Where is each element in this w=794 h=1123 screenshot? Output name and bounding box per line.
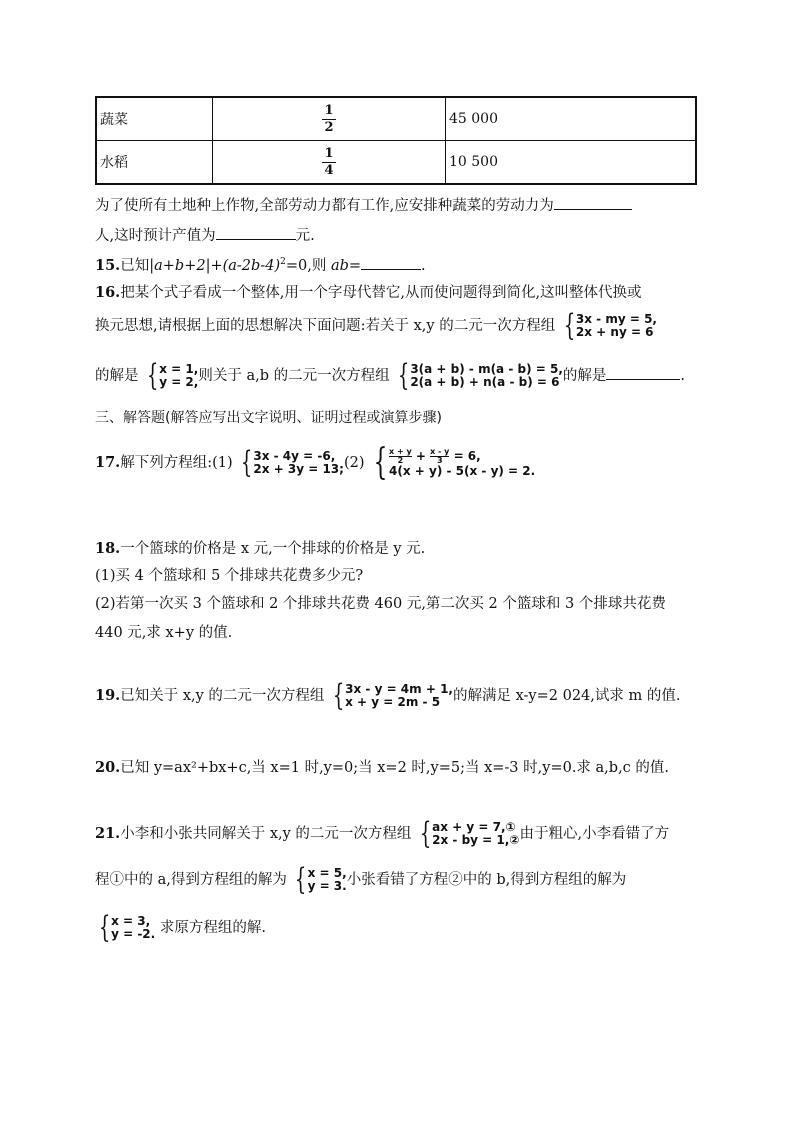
question-17: 17.解下列方程组:(1) { 3x - 4y = -6, 2x + 3y = 13; (2) { $\frac{x + y}{2} + \frac{x - y}{3} = 6$, 4(x + y) - 5(x - y) = 2. (95, 442, 536, 483)
question-20: 20.已知 y=ax²+bx+c,当 x=1 时,y=0;当 x=2 时,y=5;当 x=-3 时,y=0.求 a,b,c 的值. (95, 759, 670, 776)
table-row (96, 97, 696, 141)
question-21-line2: 程①中的 a,得到方程组的解为 { x = 5, y = 3. 小张看错了方程②中的 b,得到方程组的解为 (95, 862, 627, 897)
question-18-line4: 440 元,求 x+y 的值. (95, 625, 233, 641)
crop-name: 水稻 (96, 141, 213, 185)
crop-name: 蔬菜 (96, 97, 213, 141)
q14-line1: 为了使所有土地种上作物,全部劳动力都有工作,应安排种蔬菜的劳动力为 (95, 194, 632, 215)
crop-table (95, 96, 697, 185)
answer-blank[interactable] (361, 269, 421, 270)
solution-system: { x = 1, y = 2, (146, 358, 199, 393)
q14-line2: 人,这时预计产值为 元. (95, 228, 315, 244)
crop-value: 10 500 (446, 141, 697, 185)
question-18-line3: (2)若第一次买 3 个篮球和 2 个排球共花费 460 元,第二次买 2 个篮球和 3 个排球共花费 (95, 596, 666, 612)
equation-system: { 3x - my = 5, 2x + ny = 6 (563, 308, 657, 343)
crop-value: 45 000 (446, 97, 697, 141)
solution-system: { x = 5, y = 3. (295, 862, 347, 897)
equation-system: { 3(a + b) - m(a - b) = 5, 2(a + b) + n(a - b) = 6 (398, 358, 563, 393)
equation-system: { $\frac{x + y}{2} + \frac{x - y}{3} = 6$, 4(x + y) - 5(x - y) = 2. (373, 442, 536, 483)
equation-system: { 3x - 4y = -6, 2x + 3y = 13; (241, 445, 344, 480)
question-19: 19.已知关于 x,y 的二元一次方程组 { 3x - y = 4m + 1, x + y = 2m - 5 的解满足 x-y=2 024,试求 m 的值. (95, 678, 681, 713)
fraction: $\frac{1}{2}$ (324, 102, 334, 135)
question-18-line2: (1)买 4 个篮球和 5 个排球共花费多少元? (95, 568, 364, 584)
answer-blank[interactable] (554, 209, 632, 210)
equation-system: { 3x - y = 4m + 1, x + y = 2m - 5 (332, 678, 453, 713)
answer-blank[interactable] (606, 379, 680, 380)
question-16-line1: 16.把某个式子看成一个整体,用一个字母代替它,从而使问题得到简化,这叫整体代换或 (95, 284, 642, 301)
equation-system: { ax + y = 7,① 2x - by = 1,② (419, 816, 520, 851)
fraction: $\frac{1}{4}$ (324, 145, 334, 178)
section-heading: 三、解答题(解答应写出文字说明、证明过程或演算步骤) (95, 410, 442, 426)
question-15: 15.已知$|a+b+2|+(a-2b-4)^2=0$,则 ab= . (95, 257, 426, 274)
question-21-line1: 21.小李和小张共同解关于 x,y 的二元一次方程组 { ax + y = 7,① 2x - by = 1,② 由于粗心,小李看错了方 (95, 816, 670, 851)
table-row (96, 141, 696, 185)
answer-blank[interactable] (216, 239, 296, 240)
question-18-line1: 18.一个篮球的价格是 x 元,一个排球的价格是 y 元. (95, 540, 426, 557)
solution-system: { x = 3, y = -2. (98, 910, 156, 945)
question-21-line3: { x = 3, y = -2. 求原方程组的解. (95, 913, 266, 943)
question-16-line2: 换元思想,请根据上面的思想解决下面问题:若关于 x,y 的二元一次方程组 { 3x - my = 5, 2x + ny = 6 (95, 308, 657, 343)
question-16-line3: 的解是 { x = 1, y = 2, 则关于 a,b 的二元一次方程组 { 3(a + b) - m(a - b) = 5, 2(a + b) + n(a - b) = 6 的解是 . (95, 358, 685, 393)
